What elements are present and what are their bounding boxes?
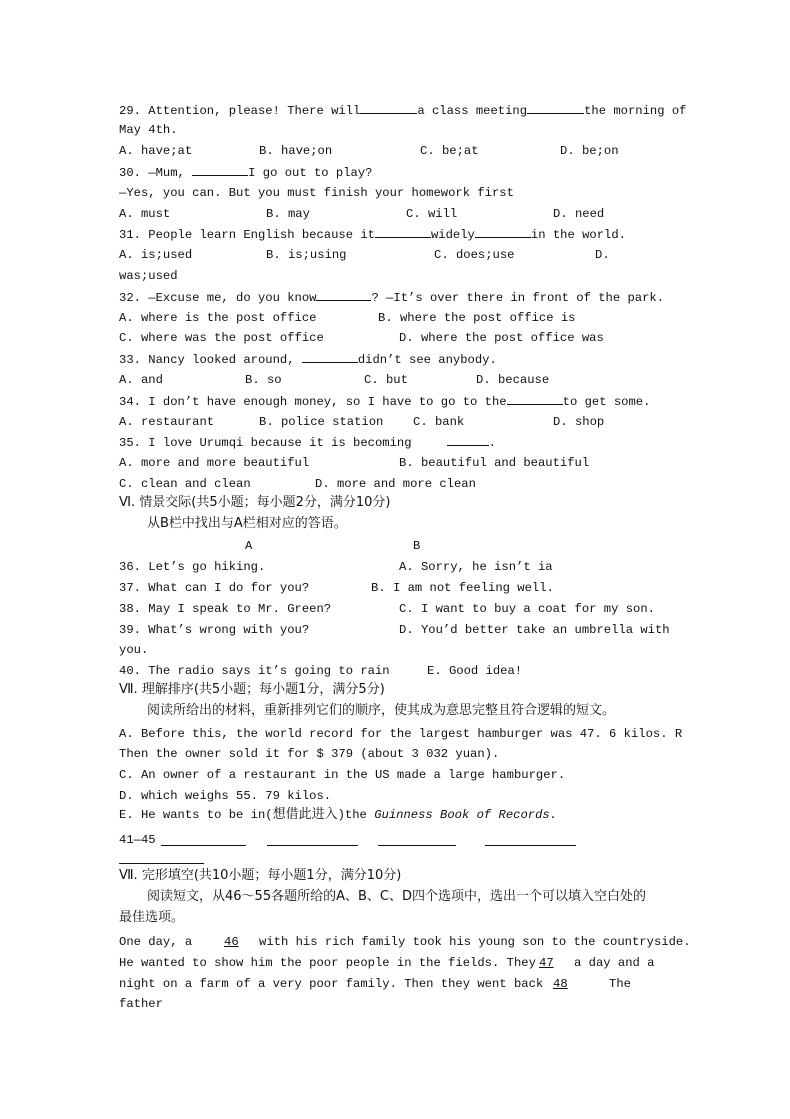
q32-option-b: B. where the post office is: [378, 311, 576, 325]
q33-option-b: B. so: [245, 373, 282, 387]
answer-blank-4: [485, 845, 576, 846]
q35-option-b: B. beautiful and beautiful: [399, 456, 590, 470]
answer-d-cont: you.: [119, 643, 149, 657]
cloze-blank-48: 48: [553, 977, 568, 991]
q34-stem-b: to get some.: [562, 395, 651, 409]
answer-d: D. You’d better take an umbrella with: [399, 623, 670, 637]
q39-prompt: 39. What’s wrong with you?: [119, 623, 310, 637]
answer-blank-5: [119, 863, 204, 864]
answer-blank-2: [267, 845, 358, 846]
q29-option-a: A. have;at: [119, 144, 193, 158]
q29-blank-1: [360, 102, 417, 114]
q29-stem-c: the morning of: [584, 104, 687, 118]
answer-label-41-45: 41—45: [119, 833, 156, 847]
q35-stem-a: 35. I love Urumqi because it is becoming: [119, 436, 412, 450]
q33-stem: [119, 351, 497, 368]
q33-blank: [302, 351, 358, 363]
q40-prompt: 40. The radio says it’s going to rain: [119, 664, 390, 678]
q34-stem: [119, 393, 650, 410]
q33-option-d: D. because: [476, 373, 550, 387]
q32-stem: [119, 289, 664, 306]
q31-option-a: A. is;used: [119, 248, 193, 262]
q35-stem: [119, 434, 496, 451]
q34-option-a: A. restaurant: [119, 415, 215, 429]
sort-item-d: D. which weighs 55. 79 kilos.: [119, 789, 332, 803]
answer-e: E. Good idea!: [427, 664, 523, 678]
q30-reply: —Yes, you can. But you must finish your homework first: [119, 186, 514, 200]
answer-c: C. I want to buy a coat for my son.: [399, 602, 655, 616]
cloze-line-3-a: night on a farm of a very poor family. Then they went back: [119, 977, 544, 991]
q29-stem-a: 29. Attention, please! There will: [119, 104, 361, 118]
cloze-line-2-b: a day and a: [574, 956, 655, 970]
answer-b: B. I am not feeling well.: [371, 581, 554, 595]
q31-stem-a: 31. People learn English because it: [119, 228, 375, 242]
q34-option-d: D. shop: [553, 415, 605, 429]
q35-option-d: D. more and more clean: [315, 477, 476, 491]
q29-option-b: B. have;on: [259, 144, 333, 158]
q31-option-d: D.: [595, 248, 610, 262]
cloze-line-4: father: [119, 997, 163, 1011]
q30-stem-a: 30. —Mum,: [119, 166, 193, 180]
q32-option-a: A. where is the post office: [119, 311, 317, 325]
section-6-col-a-header: A: [245, 539, 253, 553]
q32-stem-a: 32. —Excuse me, do you know: [119, 291, 317, 305]
q35-option-c: C. clean and clean: [119, 477, 251, 491]
q31-blank-2: [475, 226, 531, 238]
q30-stem: [119, 164, 372, 181]
cloze-line-3-b: The: [609, 977, 631, 991]
q29-stem: [119, 102, 686, 119]
sort-item-a: A. Before this, the world record for the largest hamburger was 47. 6 kilos. R: [119, 727, 683, 741]
q31-stem-c: in the world.: [530, 228, 626, 242]
cloze-line-1-b: with his rich family took his young son to the countryside.: [259, 935, 691, 949]
sort-item-e-book-title: Guinness Book of Records.: [374, 808, 558, 822]
sort-item-e-a: E. He wants to be in(: [119, 808, 273, 822]
q31-stem: [119, 226, 626, 243]
section-6-heading: Ⅵ. 情景交际(共5小题；每小题2分，满分10分): [119, 495, 391, 510]
cloze-blank-47: 47: [539, 956, 554, 970]
q38-prompt: 38. May I speak to Mr. Green?: [119, 602, 332, 616]
sort-item-c: C. An owner of a restaurant in the US made a large hamburger.: [119, 768, 566, 782]
q34-option-c: C. bank: [413, 415, 465, 429]
section-7-instruction: 阅读所给出的材料，重新排列它们的顺序，使其成为意思完整且符合逻辑的短文。: [147, 703, 616, 718]
section-8-instruction: 阅读短文，从46～55各题所给的A、B、C、D四个选项中，选出一个可以填入空白处的: [147, 889, 646, 904]
q37-prompt: 37. What can I do for you?: [119, 581, 310, 595]
answer-a: A. Sorry, he isn’t ia: [399, 560, 553, 574]
q36-prompt: 36. Let’s go hiking.: [119, 560, 266, 574]
q31-option-c: C. does;use: [434, 248, 515, 262]
q32-blank: [316, 289, 371, 301]
cloze-blank-46: 46: [224, 935, 239, 949]
section-6-col-b-header: B: [413, 539, 421, 553]
q33-stem-a: 33. Nancy looked around,: [119, 353, 302, 367]
q30-option-a: A. must: [119, 207, 171, 221]
q29-blank-2: [527, 102, 584, 114]
q31-option-b: B. is;using: [266, 248, 347, 262]
q35-stem-b: .: [488, 436, 496, 450]
sort-item-e-b: )the: [337, 808, 375, 822]
q29-option-d: D. be;on: [560, 144, 619, 158]
section-7-heading: Ⅶ. 理解排序(共5小题；每小题1分，满分5分): [119, 682, 385, 697]
q34-stem-a: 34. I don’t have enough money, so I have to go to the: [119, 395, 507, 409]
section-8-heading: Ⅶ. 完形填空(共10小题；每小题1分，满分10分): [119, 868, 402, 883]
q31-stem-b: widely: [430, 228, 475, 242]
q30-option-b: B. may: [266, 207, 310, 221]
q30-option-d: D. need: [553, 207, 605, 221]
section-6-instruction: 从B栏中找出与A栏相对应的答语。: [147, 516, 347, 531]
answer-blank-1: [161, 845, 246, 846]
q35-option-a: A. more and more beautiful: [119, 456, 310, 470]
sort-item-a-cont: Then the owner sold it for $ 379 (about 3 032 yuan).: [119, 747, 500, 761]
q29-option-c: C. be;at: [420, 144, 479, 158]
q30-stem-b: I go out to play?: [248, 166, 373, 180]
q33-option-c: C. but: [364, 373, 408, 387]
q31-option-d-cont: was;used: [119, 269, 178, 283]
q34-option-b: B. police station: [259, 415, 384, 429]
q32-option-c: C. where was the post office: [119, 331, 324, 345]
answer-blank-3: [378, 845, 456, 846]
cloze-line-1-a: One day, a: [119, 935, 193, 949]
q32-stem-b: ? —It’s over there in front of the park.: [371, 291, 665, 305]
q33-option-a: A. and: [119, 373, 163, 387]
q29-stem-b: a class meeting: [417, 104, 528, 118]
q30-option-c: C. will: [406, 207, 458, 221]
q30-blank: [192, 164, 248, 176]
q33-stem-b: didn’t see anybody.: [357, 353, 497, 367]
q32-option-d: D. where the post office was: [399, 331, 604, 345]
q31-blank-1: [375, 226, 431, 238]
sort-item-e: [119, 807, 557, 823]
section-8-instruction-cont: 最佳选项。: [119, 910, 185, 925]
cloze-line-2-a: He wanted to show him the poor people in the fields. They: [119, 956, 536, 970]
q34-blank: [507, 393, 563, 405]
q29-stem-cont: May 4th.: [119, 123, 178, 137]
q35-blank: [447, 434, 489, 446]
sort-item-e-gloss: 想借此进入: [272, 807, 338, 822]
